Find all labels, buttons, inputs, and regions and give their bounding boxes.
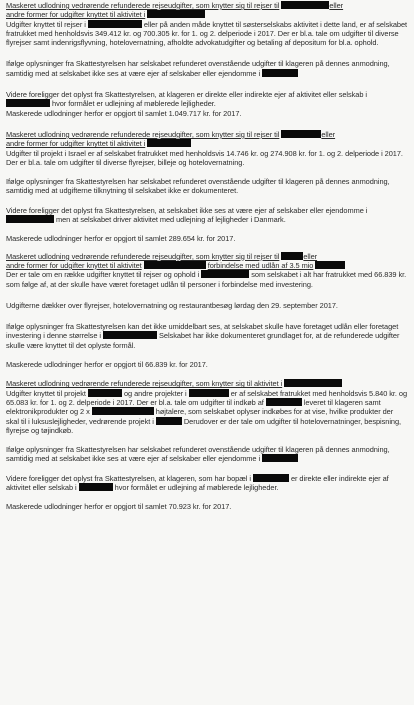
redaction-bar xyxy=(253,474,289,482)
redaction-bar xyxy=(103,331,157,339)
paragraph: Udgifter til projekt i Israel er af selskabet fratrukket med henholdsvis 14.746 kr. og 274.908 kr. for 1. og 2. delperiode i 2017. Der er bl.a. tale om udgifter til diverse flyrejser, billeje og hotelovernatning. xyxy=(6,148,403,167)
paragraph: Maskerede udlodninger herfor er opgjort til 66.839 kr. for 2017. xyxy=(6,360,208,370)
paragraph: Ifølge oplysninger fra Skattestyrelsen kan det ikke umiddelbart ses, at selskabet skulle have foretaget udlån eller foretaget investering i denne størrelse i Selskabet har ikke dokumenteret grundlaget for, at de refunderede udgifter skulle være knyttet til det oplyste formål. xyxy=(6,322,400,350)
redaction-bar xyxy=(281,252,303,260)
redaction-bar xyxy=(281,130,321,138)
redaction-bar xyxy=(284,379,342,387)
redaction-bar xyxy=(262,69,298,77)
redaction-bar xyxy=(201,270,249,278)
paragraph: Ifølge oplysninger fra Skattestyrelsen har selskabet refunderet ovenstående udgifter til klageren på dennes anmodning, samtidig med at selskabet ikke ses at være ejer af selskaber eller ejendomme i xyxy=(6,445,390,464)
paragraph: Udgifterne dækker over flyrejser, hotelovernatning og restaurantbesøg lørdag den 29. september 2017. xyxy=(6,300,338,310)
redaction-bar xyxy=(6,99,50,107)
redaction-bar xyxy=(88,389,122,397)
paragraph: Udgifter knyttet til projekt og andre projekter i er af selskabet fratrukket med henholdsvis 5.840 kr. og 65.083 kr. for 1. og 2. delperiode i 2017. Der er bl.a. tale om udgifter til indkøb af leveret til klageren samt elektronikprodukter og 2 x højtalere, som selskabet oplyser indkøbes for at vise, hvilke produkter der skal til i luksuslejligheder, vedrørende projekt i Derudover er der tale om udgifter til hotelovernatninger, bespisning, flyrejse og tøjindkøb. xyxy=(6,388,408,435)
paragraph: Videre foreligger det oplyst fra Skattestyrelsen, at selskabet ikke ses at være ejer af selskaber eller ejendomme i men at selskabet driver aktivitet med udlejning af lejligheder i Danmark. xyxy=(6,205,368,225)
paragraph: Udgifter knyttet til rejser i eller på anden måde knyttet til søsterselskabs aktivitet i dette land, er af selskabet fratrukket med henholdsvis 349.412 kr. og 700.305 kr. for 1. og 2. delperiode i 2017. Der er bl.a. tale om udgifter til diverse flyrejser samt indenrigsflyvning, hotelovernatning, afholdte advokatudgifter og betaling af depositum for bl.a. ophold. xyxy=(6,19,408,48)
section-heading: Maskeret udlodning vedrørende refunderede rejseudgifter, som knytter sig til rejser til eller andre former for udgifter knyttet til aktivitet i xyxy=(6,1,344,20)
paragraph: Maskerede udlodninger herfor er opgjort til samlet 289.654 kr. for 2017. xyxy=(6,234,236,244)
paragraph: Maskerede udlodninger herfor er opgjort til samlet 1.049.717 kr. for 2017. xyxy=(6,108,242,118)
paragraph: Ifølge oplysninger fra Skattestyrelsen har selskabet refunderet ovenstående udgifter til klageren på dennes anmodning, samtidig med at selskabet ikke ses at være ejer af selskaber eller ejendomme i xyxy=(6,59,390,78)
redaction-bar xyxy=(144,261,206,269)
redaction-bar xyxy=(262,454,298,462)
redaction-bar xyxy=(6,215,54,223)
section-heading: Maskeret udlodning vedrørende refunderede rejseudgifter, som knytter sig til rejser til eller andre former for udgifter knyttet til aktivitet i xyxy=(6,129,336,149)
paragraph: Maskerede udlodninger herfor er opgjort til samlet 70.923 kr. for 2017. xyxy=(6,502,232,512)
redaction-bar xyxy=(79,483,113,491)
redaction-bar xyxy=(315,261,345,269)
section-3 xyxy=(6,252,408,370)
redaction-bar xyxy=(147,139,191,147)
redaction-bar xyxy=(92,407,154,415)
section-4 xyxy=(6,379,408,511)
paragraph: Videre foreligger det oplyst fra Skattestyrelsen, at klageren er direkte eller indirekte ejer af aktivitet eller selskab i hvor formålet er udlejning af møblerede lejligheder. xyxy=(6,90,368,109)
paragraph: Ifølge oplysninger fra Skattestyrelsen har selskabet refunderet ovenstående udgifter til klageren på dennes anmodning, samtidig med at udgifterne tilknytning til selskabet ikke er dokumenteret. xyxy=(6,177,390,196)
redaction-bar xyxy=(281,1,329,9)
section-2 xyxy=(6,130,408,244)
section-heading: Maskeret udlodning vedrørende refunderede rejseudgifter, som knytter sig til aktivitet i xyxy=(6,379,408,388)
paragraph: Videre foreligger det oplyst fra Skattestyrelsen, at klageren, som har bopæl i er direkte eller indirekte ejer af aktivitet eller selskab i hvor formålet er udlejning af møblerede lejligheder. xyxy=(6,473,389,492)
redaction-bar xyxy=(189,389,229,397)
section-1 xyxy=(6,1,408,118)
section-heading: Maskeret udlodning vedrørende refunderede rejseudgifter, som knytter sig til rejser til eller andre former for udgifter knyttet til aktivitet forbindelse med udlån af 3.5 mio xyxy=(6,252,408,271)
redaction-bar xyxy=(147,10,205,18)
redaction-bar xyxy=(156,417,182,425)
redaction-bar xyxy=(88,20,142,28)
paragraph: Der er tale om en række udgifter knyttet til rejser og ophold i som selskabet i alt har fratrukket med 66.839 kr. som følge af, at der skulle have været foretaget udlån til personer i forbindelse med investering. xyxy=(6,270,407,289)
redaction-bar xyxy=(266,398,302,406)
